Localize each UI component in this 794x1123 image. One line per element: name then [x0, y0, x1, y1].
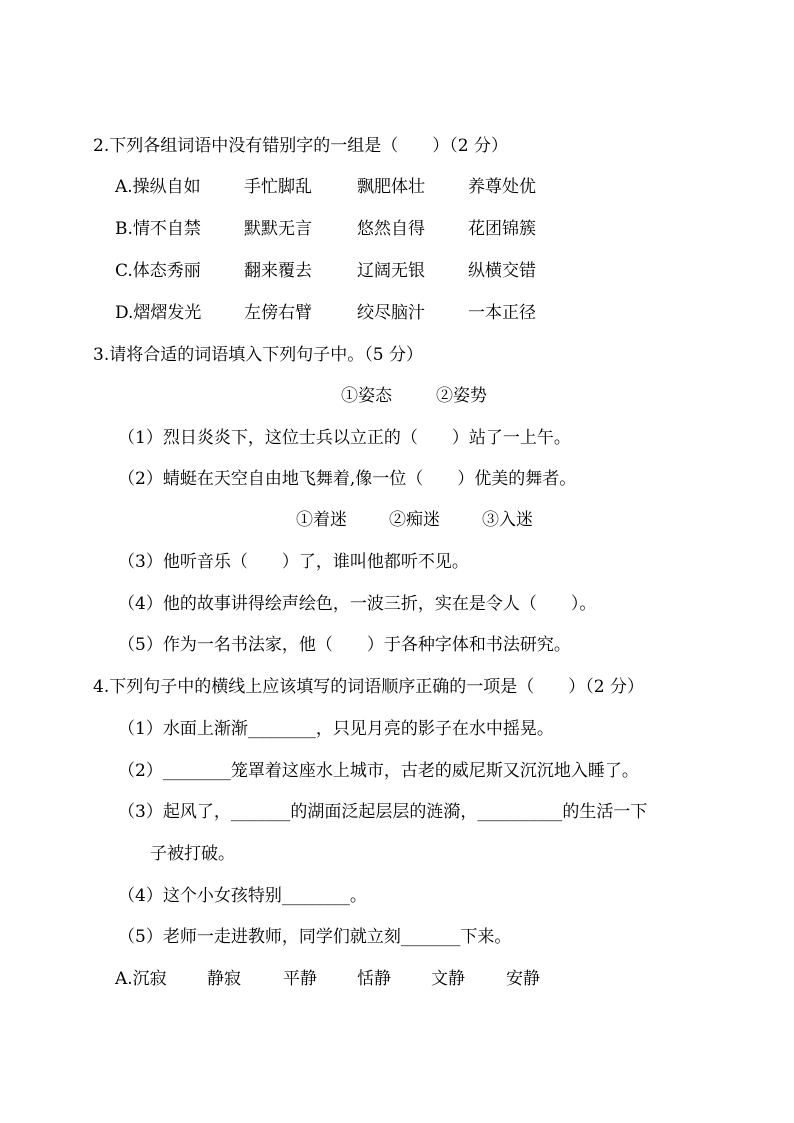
- q3-sentence-1: （1）烈日炎炎下，这位士兵以立正的（ ）站了一上午。: [118, 428, 571, 448]
- q2-option-a-word2: 手忙脚乱: [244, 177, 312, 197]
- q2-option-c-word3: 辽阔无银: [357, 261, 425, 281]
- q3-word-choice-4: ②痴迷: [389, 510, 440, 530]
- q3-word-choice-1: ①姿态: [341, 386, 392, 406]
- q4-sentence-3-continued: 子被打破。: [150, 844, 235, 864]
- q2-option-d-label: D.熠熠发光: [115, 303, 202, 323]
- q4-sentence-4: （4）这个小女孩特别________。: [118, 886, 367, 906]
- q4-sentence-3: （3）起风了，_______的湖面泛起层层的涟漪，__________的生活一下: [118, 802, 648, 822]
- q2-option-b-word2: 默默无言: [244, 219, 312, 239]
- q4-option-a-word3: 平静: [283, 969, 317, 989]
- q2-option-a-label: A.操纵自如: [115, 177, 201, 197]
- q4-option-a-word5: 文静: [431, 969, 465, 989]
- q3-word-choice-2: ②姿势: [436, 386, 487, 406]
- q2-option-b-label: B.情不自禁: [115, 219, 201, 239]
- q4-sentence-1: （1）水面上渐渐________，只见月亮的影子在水中摇晃。: [118, 719, 554, 739]
- q3-stem: 3.请将合适的词语填入下列句子中。（5 分）: [93, 345, 423, 365]
- q4-option-a-word6: 安静: [506, 969, 540, 989]
- q3-word-choice-3: ①着迷: [296, 510, 347, 530]
- q4-stem: 4.下列句子中的横线上应该填写的词语顺序正确的一项是（ ）（2 分）: [93, 677, 644, 697]
- q4-option-a-word4: 恬静: [357, 969, 391, 989]
- q2-option-d-word4: 一本正径: [468, 303, 536, 323]
- q2-option-c-label: C.体态秀丽: [115, 261, 201, 281]
- q3-sentence-5: （5）作为一名书法家，他（ ）于各种字体和书法研究。: [118, 635, 571, 655]
- q2-stem: 2.下列各组词语中没有错别字的一组是（ ）（2 分）: [93, 136, 508, 156]
- q4-option-a-word1: A.沉寂: [115, 969, 167, 989]
- q4-sentence-2: （2）________笼罩着这座水上城市，古老的威尼斯又沉沉地入睡了。: [118, 761, 639, 781]
- q2-option-a-word3: 飘肥体壮: [357, 177, 425, 197]
- q2-option-a-word4: 养尊处优: [468, 177, 536, 197]
- q2-option-b-word4: 花团锦簇: [468, 219, 536, 239]
- q2-option-c-word2: 翻来覆去: [244, 261, 312, 281]
- q2-option-d-word3: 绞尽脑汁: [357, 303, 425, 323]
- q2-option-c-word4: 纵横交错: [468, 261, 536, 281]
- q3-sentence-3: （3）他听音乐（ ）了，谁叫他都听不见。: [118, 552, 469, 572]
- q2-option-d-word2: 左傍右臂: [244, 303, 312, 323]
- q3-sentence-4: （4）他的故事讲得绘声绘色，一波三折，实在是令人（ ）。: [118, 594, 597, 614]
- q4-sentence-5: （5）老师一走进教师，同学们就立刻_______下来。: [118, 927, 512, 947]
- q3-word-choice-5: ③入迷: [482, 510, 533, 530]
- q4-option-a-word2: 静寂: [207, 969, 241, 989]
- q2-option-b-word3: 悠然自得: [357, 219, 425, 239]
- q3-sentence-2: （2）蜻蜓在天空自由地飞舞着,像一位（ ）优美的舞者。: [118, 469, 577, 489]
